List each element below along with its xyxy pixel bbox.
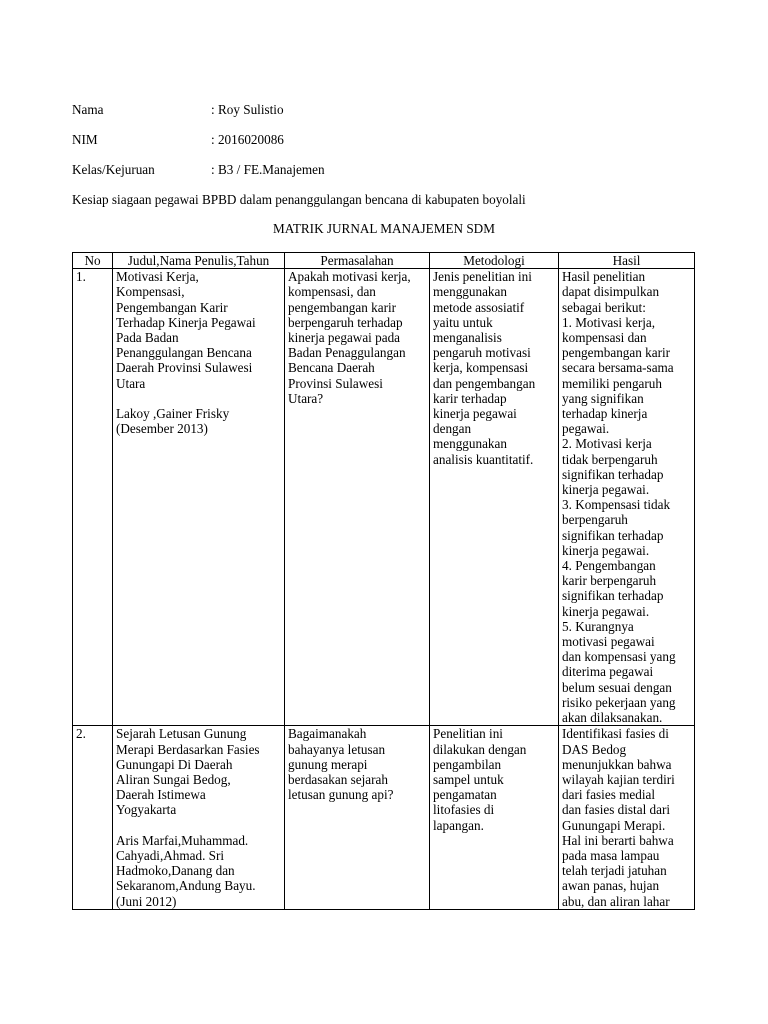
- hasil-line: Hal ini berarti bahwa: [562, 832, 674, 848]
- metodologi-line: dengan: [433, 421, 472, 437]
- metodologi-line: sampel untuk: [433, 771, 504, 787]
- header-hasil: Hasil: [559, 253, 695, 269]
- permasalahan-line: Badan Penaggulangan: [288, 345, 406, 361]
- hasil-line: Identifikasi fasies di: [562, 726, 669, 742]
- metodologi-line: metode assosiatif: [433, 299, 525, 315]
- judul-line: Daerah Provinsi Sulawesi: [116, 360, 253, 376]
- hasil-line: 4. Pengembangan: [562, 558, 656, 574]
- judul-line: Terhadap Kinerja Pegawai: [116, 314, 256, 330]
- permasalahan-line: Utara?: [288, 390, 324, 406]
- penulis-line: Sekaranom,Andung Bayu.: [116, 878, 256, 894]
- cell-judul: [113, 726, 285, 909]
- hasil-line: kinerja pegawai.: [562, 603, 650, 619]
- judul-line: Merapi Berdasarkan Fasies: [116, 741, 260, 757]
- permasalahan-line: Bagaimanakah: [288, 726, 367, 742]
- judul-line: Penanggulangan Bencana: [116, 345, 252, 361]
- hasil-line: yang signifikan: [562, 390, 644, 406]
- topic-line: Kesiap siagaan pegawai BPBD dalam penanggulangan bencana di kabupaten boyolali: [72, 192, 526, 207]
- metodologi-line: Penelitian ini: [433, 726, 503, 742]
- permasalahan-line: kompensasi, dan: [288, 284, 376, 300]
- info-label: NIM: [72, 132, 98, 147]
- header-judul: Judul,Nama Penulis,Tahun: [113, 253, 285, 269]
- info-value: : Roy Sulistio: [211, 102, 284, 117]
- hasil-line: kinerja pegawai.: [562, 482, 650, 498]
- metodologi-line: menggunakan: [433, 436, 507, 452]
- hasil-line: motivasi pegawai: [562, 634, 655, 650]
- metodologi-line: litofasies di: [433, 802, 495, 818]
- hasil-line: telah terjadi jatuhan: [562, 863, 667, 879]
- metodologi-line: pengambilan: [433, 756, 502, 772]
- cell-no: 1.: [73, 269, 113, 726]
- penulis-line: Lakoy ,Gainer Frisky: [116, 406, 230, 422]
- permasalahan-line: kinerja pegawai pada: [288, 330, 401, 346]
- hasil-line: 1. Motivasi kerja,: [562, 314, 656, 330]
- metodologi-line: analisis kuantitatif.: [433, 451, 534, 467]
- permasalahan-line: letusan gunung api?: [288, 787, 394, 803]
- metodologi-line: lapangan.: [433, 817, 484, 833]
- header-permasalahan: Permasalahan: [285, 253, 430, 269]
- metodologi-line: dilakukan dengan: [433, 741, 527, 757]
- info-label: Nama: [72, 102, 104, 117]
- cell-no: 2.: [73, 726, 113, 909]
- hasil-line: belum sesuai dengan: [562, 679, 672, 695]
- hasil-line: pegawai.: [562, 421, 610, 437]
- hasil-line: 5. Kurangnya: [562, 618, 634, 634]
- penulis-line: Cahyadi,Ahmad. Sri: [116, 847, 225, 863]
- penulis-line: Aris Marfai,Muhammad.: [116, 832, 249, 848]
- metodologi-line: pengamatan: [433, 787, 497, 803]
- permasalahan-line: pengembangan karir: [288, 299, 397, 315]
- judul-line: Motivasi Kerja,: [116, 269, 199, 285]
- cell-permasalahan: [285, 726, 430, 909]
- hasil-line: 2. Motivasi kerja: [562, 436, 652, 452]
- permasalahan-line: berpengaruh terhadap: [288, 314, 403, 330]
- cell-hasil: [559, 269, 695, 726]
- permasalahan-line: Apakah motivasi kerja,: [288, 269, 411, 285]
- permasalahan-line: berdasakan sejarah: [288, 771, 388, 787]
- metodologi-line: dan pengembangan: [433, 375, 536, 391]
- cell-permasalahan: [285, 269, 430, 726]
- judul-line: Utara: [116, 375, 146, 391]
- hasil-line: terhadap kinerja: [562, 406, 648, 422]
- hasil-line: berpengaruh: [562, 512, 628, 528]
- hasil-line: dan kompensasi yang: [562, 649, 676, 665]
- hasil-line: wilayah kajian terdiri: [562, 771, 675, 787]
- judul-line: Kompensasi,: [116, 284, 185, 300]
- penulis-line: (Juni 2012): [116, 893, 177, 909]
- metodologi-line: pengaruh motivasi: [433, 345, 531, 361]
- header-no: No: [73, 253, 113, 269]
- hasil-line: kinerja pegawai.: [562, 542, 650, 558]
- hasil-line: sebagai berikut:: [562, 299, 646, 315]
- cell-judul: [113, 269, 285, 726]
- judul-line: Aliran Sungai Bedog,: [116, 771, 231, 787]
- hasil-line: awan panas, hujan: [562, 878, 660, 894]
- judul-line: Yogyakarta: [116, 802, 177, 818]
- hasil-line: dari fasies medial: [562, 787, 656, 803]
- document-title: MATRIK JURNAL MANAJEMEN SDM: [273, 221, 495, 236]
- penulis-line: (Desember 2013): [116, 421, 208, 437]
- hasil-line: menunjukkan bahwa: [562, 756, 672, 772]
- table-row: [73, 269, 695, 726]
- hasil-line: Gunungapi Merapi.: [562, 817, 666, 833]
- judul-line: Daerah Istimewa: [116, 787, 206, 803]
- hasil-line: kompensasi dan: [562, 330, 647, 346]
- metodologi-line: menggunakan: [433, 284, 507, 300]
- metodologi-line: karir terhadap: [433, 390, 507, 406]
- hasil-line: akan dilaksanakan.: [562, 710, 663, 726]
- metodologi-line: Jenis penelitian ini: [433, 269, 532, 285]
- hasil-line: dapat disimpulkan: [562, 284, 660, 300]
- hasil-line: memiliki pengaruh: [562, 375, 662, 391]
- hasil-line: pengembangan karir: [562, 345, 671, 361]
- hasil-line: signifikan terhadap: [562, 588, 664, 604]
- metodologi-line: yaitu untuk: [433, 314, 493, 330]
- permasalahan-line: Bencana Daerah: [288, 360, 375, 376]
- table-body: [73, 269, 695, 910]
- hasil-line: risiko pekerjaan yang: [562, 694, 676, 710]
- info-label: Kelas/Kejuruan: [72, 162, 155, 177]
- hasil-line: dan fasies distal dari: [562, 802, 671, 818]
- permasalahan-line: Provinsi Sulawesi: [288, 375, 383, 391]
- hasil-line: signifikan terhadap: [562, 527, 664, 543]
- hasil-line: tidak berpengaruh: [562, 451, 658, 467]
- penulis-line: Hadmoko,Danang dan: [116, 863, 235, 879]
- header-metodologi: Metodologi: [430, 253, 559, 269]
- judul-line: Gunungapi Di Daerah: [116, 756, 233, 772]
- permasalahan-line: bahayanya letusan: [288, 741, 386, 757]
- cell-metodologi: [430, 726, 559, 909]
- hasil-line: secara bersama-sama: [562, 360, 674, 376]
- spacer: [116, 391, 281, 406]
- metodologi-line: menganalisis: [433, 330, 502, 346]
- table-row: [73, 726, 695, 909]
- journal-matrix-table: [72, 252, 695, 910]
- hasil-line: signifikan terhadap: [562, 466, 664, 482]
- metodologi-line: kerja, kompensasi: [433, 360, 529, 376]
- hasil-line: pada masa lampau: [562, 847, 660, 863]
- permasalahan-line: gunung merapi: [288, 756, 368, 772]
- metodologi-line: kinerja pegawai: [433, 406, 517, 422]
- hasil-line: DAS Bedog: [562, 741, 627, 757]
- hasil-line: diterima pegawai: [562, 664, 654, 680]
- spacer: [116, 818, 281, 833]
- cell-metodologi: [430, 269, 559, 726]
- table-header-row: [73, 253, 695, 269]
- judul-line: Sejarah Letusan Gunung: [116, 726, 247, 742]
- judul-line: Pada Badan: [116, 330, 179, 346]
- info-value: : 2016020086: [211, 132, 284, 147]
- judul-line: Pengembangan Karir: [116, 299, 228, 315]
- cell-hasil: [559, 726, 695, 909]
- hasil-line: abu, dan aliran lahar: [562, 893, 670, 909]
- hasil-line: 3. Kompensasi tidak: [562, 497, 671, 513]
- info-value: : B3 / FE.Manajemen: [211, 162, 325, 177]
- hasil-line: Hasil penelitian: [562, 269, 646, 285]
- hasil-line: karir berpengaruh: [562, 573, 657, 589]
